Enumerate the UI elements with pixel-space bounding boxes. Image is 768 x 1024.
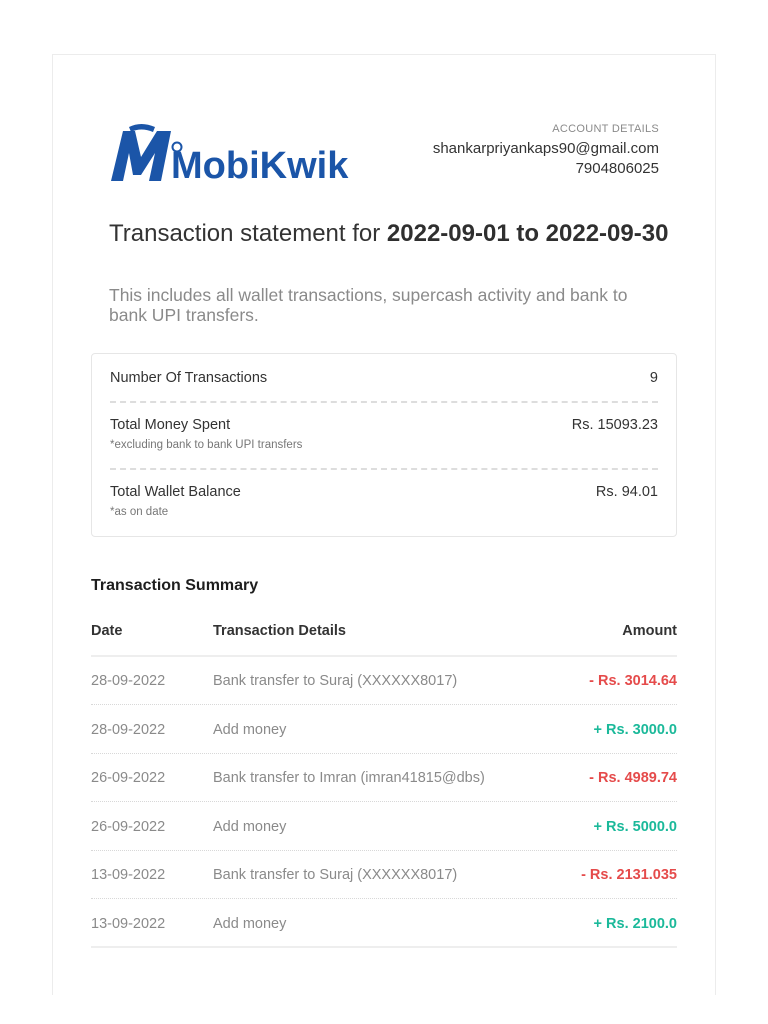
account-details <box>433 123 659 177</box>
stat-label: Number Of Transactions <box>110 370 268 386</box>
transaction-details: Bank transfer to Imran (imran41815@dbs) <box>213 770 485 787</box>
transaction-summary-title: Transaction Summary <box>91 577 259 594</box>
stat-value: 9 <box>649 370 658 386</box>
table-row <box>91 900 677 948</box>
table-header <box>91 623 677 643</box>
mobikwik-logo <box>109 123 349 185</box>
table-row <box>91 657 677 705</box>
stat-label: Total Money Spent <box>110 417 231 433</box>
statement-title-prefix: Transaction statement for <box>109 220 387 247</box>
account-email: shankarpriyankaps90@gmail.com <box>432 140 659 157</box>
column-header-amount: Amount <box>622 623 677 639</box>
account-phone: 7904806025 <box>575 160 659 177</box>
transaction-amount: + Rs. 3000.0 <box>593 721 677 738</box>
table-row <box>91 803 677 851</box>
stat-divider <box>110 401 658 403</box>
transaction-details: Add money <box>213 916 287 932</box>
row-divider <box>91 946 677 948</box>
transaction-amount: - Rs. 4989.74 <box>589 770 677 787</box>
header <box>109 123 659 193</box>
transaction-date: 28-09-2022 <box>91 721 166 738</box>
statement-sheet <box>52 54 716 995</box>
stat-note: *excluding bank to bank UPI transfers <box>110 439 303 451</box>
statement-period: 2022-09-01 to 2022-09-30 <box>386 220 669 247</box>
transaction-details: Add money <box>213 721 287 738</box>
transaction-date: 28-09-2022 <box>91 673 166 689</box>
column-header-date: Date <box>91 623 123 639</box>
transaction-amount: - Rs. 2131.035 <box>581 867 677 884</box>
statement-title <box>109 219 669 249</box>
table-row <box>91 706 677 754</box>
table-row <box>91 754 677 802</box>
column-header-details: Transaction Details <box>213 623 346 639</box>
transaction-date: 13-09-2022 <box>91 916 166 932</box>
transaction-details: Bank transfer to Suraj (XXXXXX8017) <box>213 673 458 689</box>
stat-number-of-transactions <box>110 370 658 400</box>
transaction-date: 13-09-2022 <box>91 867 166 884</box>
transaction-amount: + Rs. 2100.0 <box>593 916 677 932</box>
stats-card <box>91 353 677 537</box>
statement-subtitle: This includes all wallet transactions, supercash activity and bank to bank UPI transfers. <box>109 285 628 325</box>
stat-total-money-spent <box>110 417 658 457</box>
stat-value: Rs. 94.01 <box>595 484 658 500</box>
transaction-amount: - Rs. 3014.64 <box>589 673 677 689</box>
account-details-label: ACCOUNT DETAILS <box>552 123 659 135</box>
stat-divider <box>110 468 658 470</box>
transaction-details: Add money <box>213 818 287 835</box>
transaction-date: 26-09-2022 <box>91 770 166 787</box>
logo-wordmark: MobiKwik <box>171 145 349 185</box>
stat-label: Total Wallet Balance <box>110 484 241 500</box>
table-row <box>91 851 677 899</box>
stat-note: *as on date <box>110 506 169 518</box>
transaction-amount: + Rs. 5000.0 <box>593 818 677 835</box>
transaction-date: 26-09-2022 <box>91 818 166 835</box>
stat-value: Rs. 15093.23 <box>571 417 658 433</box>
transaction-details: Bank transfer to Suraj (XXXXXX8017) <box>213 867 458 884</box>
stat-total-wallet-balance <box>110 484 658 524</box>
